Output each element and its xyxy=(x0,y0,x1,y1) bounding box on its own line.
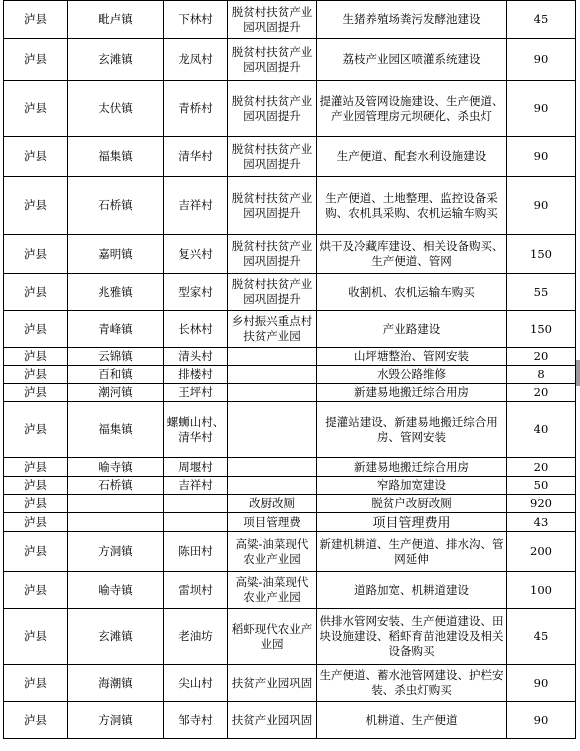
village-cell: 尖山村 xyxy=(164,665,228,702)
category-cell: 脱贫村扶贫产业园巩固提升 xyxy=(228,274,317,311)
county-cell: 泸县 xyxy=(4,702,68,739)
village-cell: 清华村 xyxy=(164,137,228,177)
amount-cell: 100 xyxy=(507,572,576,609)
content-cell: 机耕道、生产便道 xyxy=(317,702,507,739)
amount-cell: 43 xyxy=(507,513,576,532)
project-table xyxy=(3,0,576,739)
content-cell: 提灌站建设、新建易地搬迁综合用房、管网安装 xyxy=(317,402,507,458)
county-cell: 泸县 xyxy=(4,235,68,274)
town-cell: 玄滩镇 xyxy=(68,39,164,81)
village-cell: 邹寺村 xyxy=(164,702,228,739)
county-cell: 泸县 xyxy=(4,177,68,235)
amount-cell: 200 xyxy=(507,532,576,572)
category-cell: 脱贫村扶贫产业园巩固提升 xyxy=(228,81,317,137)
content-cell: 新建机耕道、生产便道、排水沟、管网延伸 xyxy=(317,532,507,572)
town-cell: 福集镇 xyxy=(68,137,164,177)
village-cell: 下林村 xyxy=(164,1,228,39)
content-cell: 收割机、农机运输车购买 xyxy=(317,274,507,311)
category-cell: 脱贫村扶贫产业园巩固提升 xyxy=(228,1,317,39)
village-cell: 复兴村 xyxy=(164,235,228,274)
county-cell: 泸县 xyxy=(4,665,68,702)
county-cell: 泸县 xyxy=(4,274,68,311)
amount-cell: 90 xyxy=(507,665,576,702)
table-row xyxy=(4,458,576,477)
amount-cell: 90 xyxy=(507,177,576,235)
county-cell: 泸县 xyxy=(4,458,68,477)
amount-cell: 90 xyxy=(507,702,576,739)
category-cell xyxy=(228,366,317,384)
amount-cell: 90 xyxy=(507,39,576,81)
county-cell: 泸县 xyxy=(4,402,68,458)
amount-cell: 8 xyxy=(507,366,576,384)
village-cell: 陈田村 xyxy=(164,532,228,572)
table-row xyxy=(4,402,576,458)
village-cell: 周堰村 xyxy=(164,458,228,477)
content-cell: 提灌站及管网设施建设、生产便道、产业园管理房元坝硬化、杀虫灯 xyxy=(317,81,507,137)
village-cell: 吉祥村 xyxy=(164,177,228,235)
town-cell: 方洞镇 xyxy=(68,702,164,739)
table-row xyxy=(4,235,576,274)
table-row xyxy=(4,366,576,384)
town-cell: 太伏镇 xyxy=(68,81,164,137)
category-cell xyxy=(228,477,317,495)
county-cell: 泸县 xyxy=(4,311,68,348)
town-cell: 石桥镇 xyxy=(68,177,164,235)
town-cell xyxy=(68,513,164,532)
category-cell xyxy=(228,384,317,402)
edge-scroll-mark xyxy=(576,360,580,386)
content-cell: 山坪塘整治、管网安装 xyxy=(317,348,507,366)
content-cell: 生产便道、配套水利设施建设 xyxy=(317,137,507,177)
category-cell: 脱贫村扶贫产业园巩固提升 xyxy=(228,235,317,274)
content-cell: 产业路建设 xyxy=(317,311,507,348)
town-cell: 兆雅镇 xyxy=(68,274,164,311)
table-row xyxy=(4,274,576,311)
table-row xyxy=(4,513,576,532)
village-cell: 型家村 xyxy=(164,274,228,311)
table-row xyxy=(4,311,576,348)
category-cell: 项目管理费 xyxy=(228,513,317,532)
category-cell: 脱贫村扶贫产业园巩固提升 xyxy=(228,177,317,235)
county-cell: 泸县 xyxy=(4,81,68,137)
category-cell xyxy=(228,458,317,477)
content-cell: 窄路加宽建设 xyxy=(317,477,507,495)
category-cell: 稻虾现代农业产业园 xyxy=(228,609,317,665)
content-cell: 烘干及冷藏库建设、相关设备购买、生产便道、管网 xyxy=(317,235,507,274)
amount-cell: 20 xyxy=(507,348,576,366)
table-row xyxy=(4,477,576,495)
category-cell: 扶贫产业园巩固 xyxy=(228,665,317,702)
county-cell: 泸县 xyxy=(4,495,68,513)
county-cell: 泸县 xyxy=(4,532,68,572)
content-cell: 项目管理费用 xyxy=(317,513,507,532)
category-cell xyxy=(228,348,317,366)
table-row xyxy=(4,495,576,513)
village-cell: 吉祥村 xyxy=(164,477,228,495)
category-cell: 改厨改厕 xyxy=(228,495,317,513)
content-cell: 供排水管网安装、生产便道建设、田块设施建设、稻虾育苗池建设及相关设备购买 xyxy=(317,609,507,665)
table-row xyxy=(4,81,576,137)
content-cell: 新建易地搬迁综合用房 xyxy=(317,458,507,477)
county-cell: 泸县 xyxy=(4,477,68,495)
village-cell: 清头村 xyxy=(164,348,228,366)
amount-cell: 55 xyxy=(507,274,576,311)
town-cell: 喻寺镇 xyxy=(68,458,164,477)
amount-cell: 150 xyxy=(507,311,576,348)
village-cell: 龙凤村 xyxy=(164,39,228,81)
town-cell: 云锦镇 xyxy=(68,348,164,366)
table-row xyxy=(4,609,576,665)
category-cell xyxy=(228,402,317,458)
village-cell: 青桥村 xyxy=(164,81,228,137)
table-row xyxy=(4,177,576,235)
village-cell: 长林村 xyxy=(164,311,228,348)
amount-cell: 90 xyxy=(507,81,576,137)
amount-cell: 20 xyxy=(507,384,576,402)
amount-cell: 40 xyxy=(507,402,576,458)
village-cell: 排楼村 xyxy=(164,366,228,384)
category-cell: 脱贫村扶贫产业园巩固提升 xyxy=(228,137,317,177)
content-cell: 脱贫户改厨改厕 xyxy=(317,495,507,513)
town-cell: 福集镇 xyxy=(68,402,164,458)
content-cell: 生猪养殖场粪污发酵池建设 xyxy=(317,1,507,39)
village-cell xyxy=(164,513,228,532)
county-cell: 泸县 xyxy=(4,609,68,665)
content-cell: 水毁公路维修 xyxy=(317,366,507,384)
table-wrapper xyxy=(3,0,575,739)
town-cell: 嘉明镇 xyxy=(68,235,164,274)
town-cell xyxy=(68,495,164,513)
village-cell: 螺蛳山村、清华村 xyxy=(164,402,228,458)
category-cell: 高粱-油菜现代农业产业园 xyxy=(228,572,317,609)
county-cell: 泸县 xyxy=(4,39,68,81)
amount-cell: 90 xyxy=(507,137,576,177)
table-row xyxy=(4,665,576,702)
town-cell: 海潮镇 xyxy=(68,665,164,702)
table-row xyxy=(4,384,576,402)
table-row xyxy=(4,1,576,39)
content-cell: 生产便道、蓄水池管网建设、护栏安装、杀虫灯购买 xyxy=(317,665,507,702)
county-cell: 泸县 xyxy=(4,384,68,402)
amount-cell: 45 xyxy=(507,609,576,665)
town-cell: 潮河镇 xyxy=(68,384,164,402)
content-cell: 生产便道、土地整理、监控设备采购、农机具采购、农机运输车购买 xyxy=(317,177,507,235)
table-row xyxy=(4,572,576,609)
table-row xyxy=(4,39,576,81)
category-cell: 高粱-油菜现代农业产业园 xyxy=(228,532,317,572)
category-cell: 脱贫村扶贫产业园巩固提升 xyxy=(228,39,317,81)
table-row xyxy=(4,348,576,366)
town-cell: 喻寺镇 xyxy=(68,572,164,609)
town-cell: 玄滩镇 xyxy=(68,609,164,665)
amount-cell: 920 xyxy=(507,495,576,513)
table-row xyxy=(4,702,576,739)
town-cell: 方洞镇 xyxy=(68,532,164,572)
content-cell: 荔枝产业园区喷灌系统建设 xyxy=(317,39,507,81)
village-cell: 雷坝村 xyxy=(164,572,228,609)
amount-cell: 50 xyxy=(507,477,576,495)
town-cell: 百和镇 xyxy=(68,366,164,384)
category-cell: 乡村振兴重点村扶贫产业园 xyxy=(228,311,317,348)
amount-cell: 20 xyxy=(507,458,576,477)
amount-cell: 45 xyxy=(507,1,576,39)
village-cell xyxy=(164,495,228,513)
town-cell: 石桥镇 xyxy=(68,477,164,495)
county-cell: 泸县 xyxy=(4,137,68,177)
town-cell: 毗卢镇 xyxy=(68,1,164,39)
village-cell: 王坪村 xyxy=(164,384,228,402)
county-cell: 泸县 xyxy=(4,513,68,532)
amount-cell: 150 xyxy=(507,235,576,274)
town-cell: 青峰镇 xyxy=(68,311,164,348)
content-cell: 新建易地搬迁综合用房 xyxy=(317,384,507,402)
county-cell: 泸县 xyxy=(4,366,68,384)
table-row xyxy=(4,137,576,177)
category-cell: 扶贫产业园巩固 xyxy=(228,702,317,739)
table-row xyxy=(4,532,576,572)
content-cell: 道路加宽、机耕道建设 xyxy=(317,572,507,609)
county-cell: 泸县 xyxy=(4,572,68,609)
village-cell: 老油坊 xyxy=(164,609,228,665)
county-cell: 泸县 xyxy=(4,1,68,39)
county-cell: 泸县 xyxy=(4,348,68,366)
